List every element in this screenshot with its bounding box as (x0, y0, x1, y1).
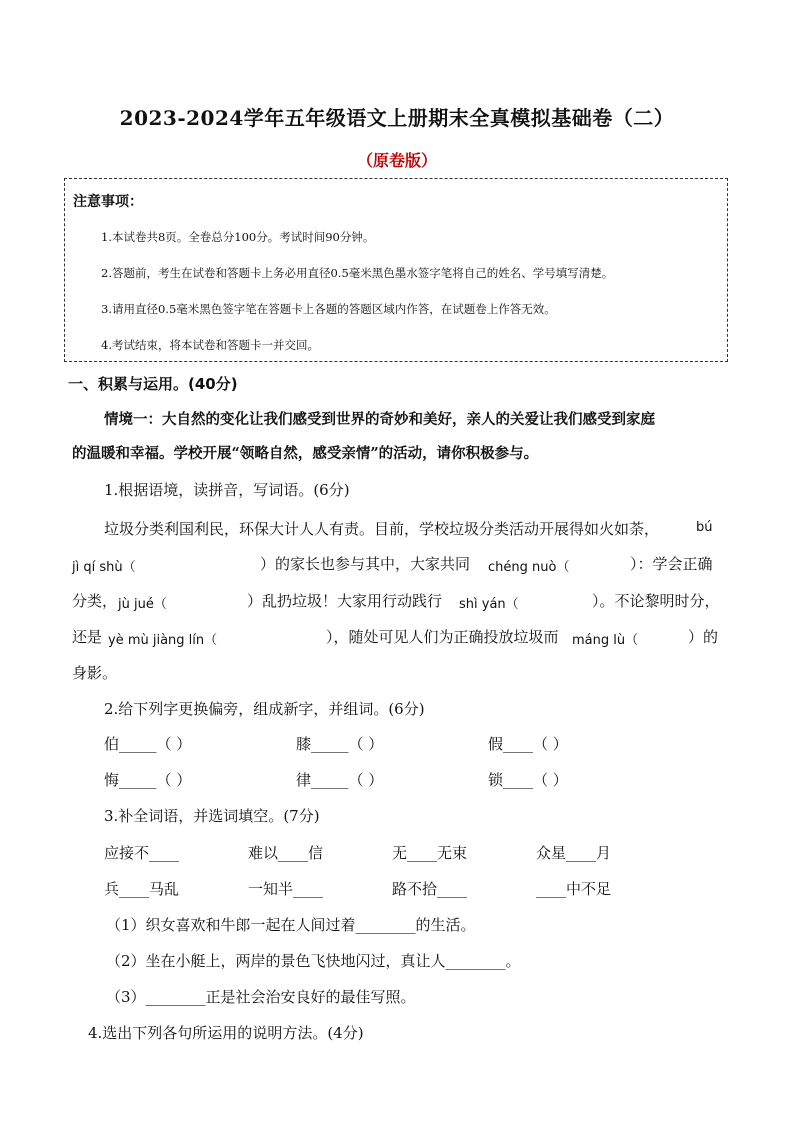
answer-blank[interactable]: 伯_____（ ） (104, 735, 192, 753)
context-text: 情境一：大自然的变化让我们感受到世界的奇妙和美好，亲人的关爱让我们感受到家庭 (104, 411, 655, 428)
passage-text: 身影。 (72, 664, 118, 682)
passage-text: ）乱扔垃圾！大家用行动践行 (247, 592, 443, 610)
pinyin: shì yán（ (459, 597, 519, 612)
passage-text: ）。不论黎明时分， (592, 592, 720, 610)
notice-item: 2.答题前，考生在试卷和答题卡上务必用直径0.5毫米黑色墨水签字笔将自己的姓名、学号填写清楚。 (101, 266, 614, 280)
context-text: 的温暖和幸福。学校开展“领略自然，感受亲情”的活动，请你积极参与。 (72, 445, 539, 462)
pinyin: jù jué（ (118, 597, 167, 612)
passage-text: ）：学会正确 (630, 555, 713, 573)
passage-text: ），随处可见人们为正确投放垃圾而 (326, 628, 559, 646)
answer-blank[interactable]: 假____（ ） (488, 735, 568, 753)
pinyin: bú (696, 520, 713, 535)
question-stem: 4.选出下列各句所运用的说明方法。(4分) (88, 1024, 364, 1042)
page-subtitle: （原卷版） (356, 151, 437, 170)
section-heading: 一、积累与运用。(40分) (68, 375, 238, 393)
answer-blank[interactable]: 众星____月 (536, 844, 612, 862)
answer-blank[interactable]: 路不拾____ (392, 880, 468, 898)
passage-text: 垃圾分类利国利民，环保大计人人有责。目前，学校垃圾分类活动开展得如火如荼， (104, 520, 660, 538)
answer-blank[interactable]: 膝_____（ ） (296, 735, 384, 753)
notice-item: 3.请用直径0.5毫米黑色签字笔在答题卡上各题的答题区域内作答，在试题卷上作答无效。 (101, 302, 556, 316)
answer-blank[interactable]: 一知半____ (248, 880, 324, 898)
answer-blank[interactable]: 应接不____ (104, 844, 180, 862)
notice-box (64, 178, 728, 362)
pinyin: chéng nuò（ (488, 560, 570, 575)
passage-text: ）的 (688, 628, 719, 646)
passage-text: ）的家长也参与其中，大家共同 (260, 555, 471, 573)
notice-title: 注意事项： (73, 194, 143, 210)
question-stem: 3.补全词语，并选词填空。(7分) (104, 807, 320, 825)
notice-item: 4.考试结束，将本试卷和答题卡一并交回。 (101, 338, 319, 352)
question-stem: 2.给下列字更换偏旁，组成新字，并组词。(6分) (104, 700, 425, 718)
page-title: 2023-2024学年五年级语文上册期末全真模拟基础卷（二） (119, 106, 675, 130)
pinyin: máng lù（ (572, 633, 639, 648)
answer-blank[interactable]: ____中不足 (536, 880, 612, 898)
answer-blank[interactable]: 难以____信 (248, 844, 324, 862)
pinyin: jì qí shù（ (72, 560, 136, 575)
notice-item: 1.本试卷共8页。全卷总分100分。考试时间90分钟。 (101, 230, 375, 244)
passage-text: 还是 (72, 628, 103, 646)
sentence-item: （3）________正是社会治安良好的最佳写照。 (106, 988, 416, 1006)
pinyin: yè mù jiàng lín（ (108, 633, 218, 648)
answer-blank[interactable]: 无____无束 (392, 844, 468, 862)
sentence-item: （2）坐在小艇上，两岸的景色飞快地闪过，真让人________。 (106, 952, 521, 970)
question-stem: 1.根据语境，读拼音，写词语。(6分) (104, 481, 350, 499)
passage-text: 分类， (72, 592, 118, 610)
sentence-item: （1）织女喜欢和牛郎一起在人间过着________的生活。 (106, 916, 476, 934)
answer-blank[interactable]: 悔_____（ ） (104, 771, 192, 789)
answer-blank[interactable]: 兵____马乱 (104, 880, 180, 898)
answer-blank[interactable]: 律_____（ ） (296, 771, 384, 789)
answer-blank[interactable]: 锁____（ ） (488, 771, 568, 789)
